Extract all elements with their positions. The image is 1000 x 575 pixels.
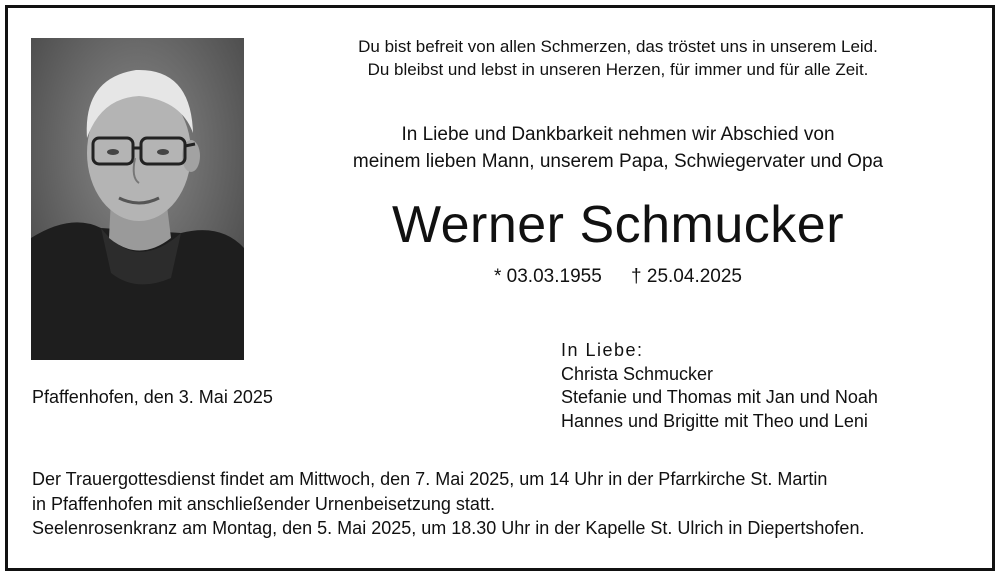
verse [288, 35, 948, 81]
deceased-name: Werner Schmucker [391, 196, 845, 254]
verse-line: Du bleibst und lebst in unseren Herzen, für immer und für alle Zeit. [367, 60, 869, 79]
intro-line: In Liebe und Dankbarkeit nehmen wir Abschied von [401, 124, 835, 145]
death-date: † 25.04.2025 [631, 266, 742, 287]
verse-line: Du bist befreit von allen Schmerzen, das tröstet uns in unserem Leid. [358, 37, 878, 56]
service-line: Seelenrosenkranz am Montag, den 5. Mai 2025, um 18.30 Uhr in der Kapelle St. Ulrich in Diepertshofen. [32, 518, 865, 538]
mourner-name: Christa Schmucker [561, 363, 714, 384]
service-line: Der Trauergottesdienst findet am Mittwoch, den 7. Mai 2025, um 14 Uhr in der Pfarrkirche St. Martin [32, 469, 828, 489]
mourner-name: Stefanie und Thomas mit Jan und Noah [561, 387, 878, 407]
service-information [32, 467, 864, 541]
mourners-heading: In Liebe: [561, 340, 644, 360]
birth-date: * 03.03.1955 [494, 266, 602, 287]
mourner-name: Hannes und Brigitte mit Theo und Leni [561, 410, 868, 431]
portrait-photo [31, 38, 244, 360]
intro-text [288, 121, 948, 175]
place-and-date: Pfaffenhofen, den 3. Mai 2025 [32, 387, 273, 407]
obituary-notice [5, 5, 995, 571]
life-dates [288, 264, 948, 290]
intro-line: meinem lieben Mann, unserem Papa, Schwiegervater und Opa [352, 151, 884, 172]
mourners-block [561, 339, 878, 433]
service-line: in Pfaffenhofen mit anschließender Urnenbeisetzung statt. [32, 493, 495, 514]
